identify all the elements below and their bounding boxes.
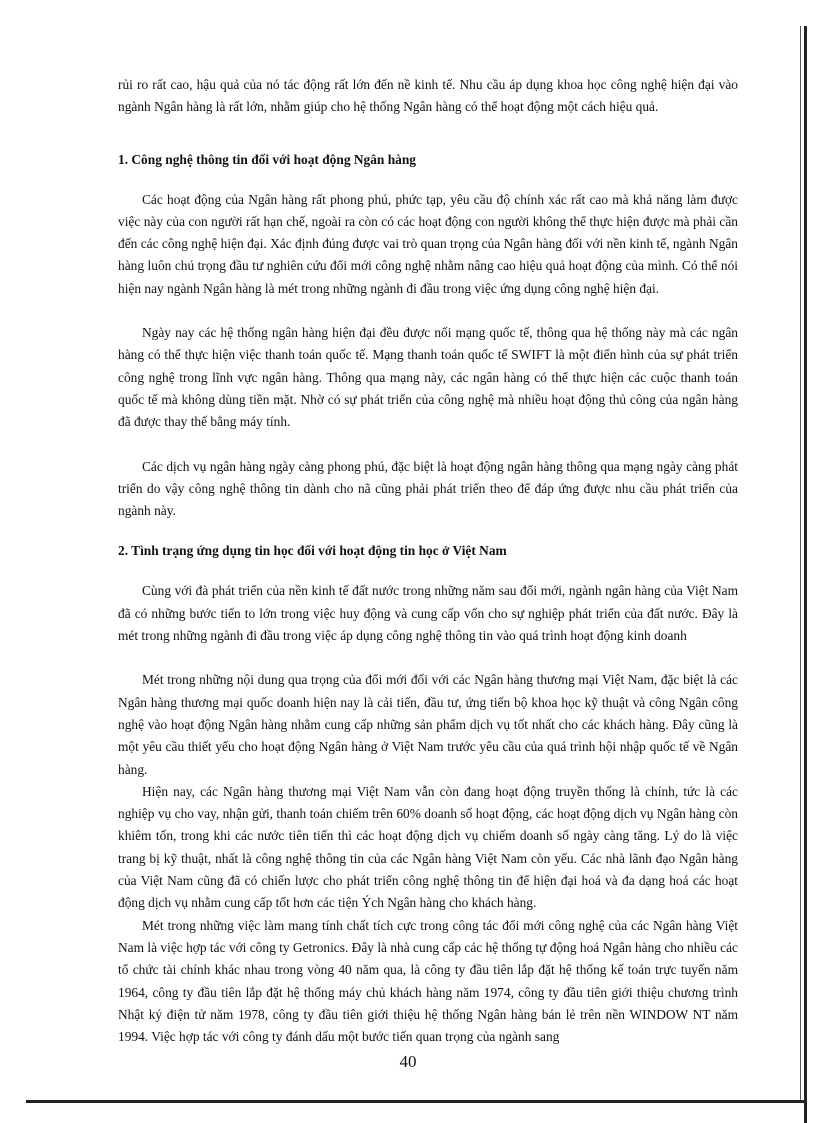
page-content bbox=[118, 74, 738, 1048]
intro-paragraph: rủi ro rất cao, hậu quả của nó tác động rất lớn đến nề kinh tế. Nhu cầu áp dụng khoa học công nghệ hiện đại vào ngành Ngân hàng là rất lớn, nhằm giúp cho hệ thống Ngân hàng có thể hoạt động một cách hiệu quả. bbox=[118, 77, 738, 115]
section-1-paragraph-1: Các hoạt động của Ngân hàng rất phong phú, phức tạp, yêu cầu độ chính xác rất cao mà khả năng làm được việc này của con người rất hạn chế, ngoài ra còn có các hoạt động con người không thể thực hiện được mà phải cần đến các công nghệ hiện đại. Xác định đúng được vai trò quan trọng của Ngân hàng đối với nền kinh tế, ngành Ngân hàng luôn chú trọng đầu tư nghiên cứu đổi mới công nghệ nhằm nâng cao hiệu quả hoạt động của mình. Có thể nói hiện nay ngành Ngân hàng là mét trong những ngành đi đầu trong việc ứng dụng công nghệ hiện đại. bbox=[118, 191, 738, 296]
section-2-paragraph-3: Hiện nay, các Ngân hàng thương mại Việt Nam vẫn còn đang hoạt động truyền thống là chính, tức là các nghiệp vụ cho vay, nhận gửi, thanh toán chiếm trên 60% doanh số hoạt động, các hoạt động dịch vụ Ngân hàng còn khiêm tốn, trong khi các nước tiên tiến thì các hoạt động dịch vụ chiếm doanh số ngày càng tăng. Lý do là việc trang bị kỹ thuật, nhất là công nghệ thông tin của các Ngân hàng Việt Nam còn yếu. Các nhà lãnh đạo Ngân hàng của Việt Nam cũng đã có chiến lược cho phát triển công nghệ thông tin để hiện đại hoá và đa dạng hoá các hoạt động dịch vụ nhằm cung cấp tốt hơn các tiện Ých Ngân hàng cho khách hàng. bbox=[118, 783, 738, 911]
section-1-paragraph-3: Các dịch vụ ngân hàng ngày càng phong phú, đặc biệt là hoạt động ngân hàng thông qua mạng ngày càng phát triển do vậy công nghệ thông tin dành cho nã cũng phải phát triển theo để đáp ứng được nhu cầu phát triển của ngành này. bbox=[118, 458, 738, 519]
page-number: 40 bbox=[399, 1052, 417, 1071]
page-border-bottom bbox=[26, 1100, 807, 1103]
page-border-right-inner bbox=[800, 26, 801, 1100]
section-2-paragraph-1: Cùng với đà phát triển của nền kinh tế đất nước trong những năm sau đổi mới, ngành ngân hàng của Việt Nam đã có những bước tiến to lớn trong việc huy động và cung cấp vốn cho sự nghiệp phát triển của đất nước. Đây là mét trong những ngành đi đầu trong việc áp dụng công nghệ thông tin vào quá trình hoạt động kinh doanh bbox=[118, 583, 738, 644]
section-2-paragraph-4: Mét trong những việc làm mang tính chất tích cực trong công tác đổi mới công nghệ của các Ngân hàng Việt Nam là việc hợp tác với công ty Getronics. Đây là nhà cung cấp các hệ thống tự động hoá Ngân hàng cho nhiều các tổ chức tài chính khác nhau trong vòng 40 năm qua, là công ty đầu tiên lắp đặt hệ thống kế toán trực tuyến năm 1964, công ty đầu tiên lắp đặt hệ thống máy chủ khách hàng năm 1974, công ty đầu tiên giới thiệu chương trình Nhật ký điện tử năm 1978, công ty đầu tiên giới thiệu hệ thống Ngân hàng bán lẻ trên nền WINDOW NT năm 1994. Việc hợp tác với công ty đánh dấu một bước tiến quan trọng của ngành sang bbox=[118, 917, 738, 1045]
page-border-right bbox=[804, 26, 807, 1123]
section-2-paragraph-2: Mét trong những nội dung qua trọng của đổi mới đối với các Ngân hàng thương mại Việt Nam, đặc biệt là các Ngân hàng thương mại quốc doanh hiện nay là cải tiến, đầu tư, ứng tiến bộ khoa học kỹ thuật và công Ngân công nghệ vào hoạt động Ngân hàng nhằm cung cấp những sản phẩm dịch vụ tốt nhất cho các khách hàng. Đây cũng là một yêu cầu thiết yếu cho hoạt động Ngân hàng ở Việt Nam trước yêu cầu của quá trình hội nhập quốc tế về Ngân hàng. bbox=[118, 672, 738, 777]
section-1-paragraph-2: Ngày nay các hệ thống ngân hàng hiện đại đều được nối mạng quốc tế, thông qua hệ thống này mà các ngân hàng có thể thực hiện việc thanh toán quốc tế. Mạng thanh toán quốc tế SWIFT là một điển hình của sự phát triển công nghệ trong lĩnh vực ngân hàng. Thông qua mạng này, các ngân hàng có thể thực hiện các cuộc thanh toán quốc tế mà không dùng tiền mặt. Nhờ có sự phát triển của công nghệ mà nhiều hoạt động thủ công của ngân hàng đã được thay thế bằng máy tính. bbox=[118, 325, 738, 430]
section-2-heading: 2. Tình trạng ứng dụng tin học đối với hoạt động tin học ở Việt Nam bbox=[118, 543, 507, 559]
section-1-heading: 1. Công nghệ thông tin đối với hoạt động Ngân hàng bbox=[118, 151, 417, 167]
